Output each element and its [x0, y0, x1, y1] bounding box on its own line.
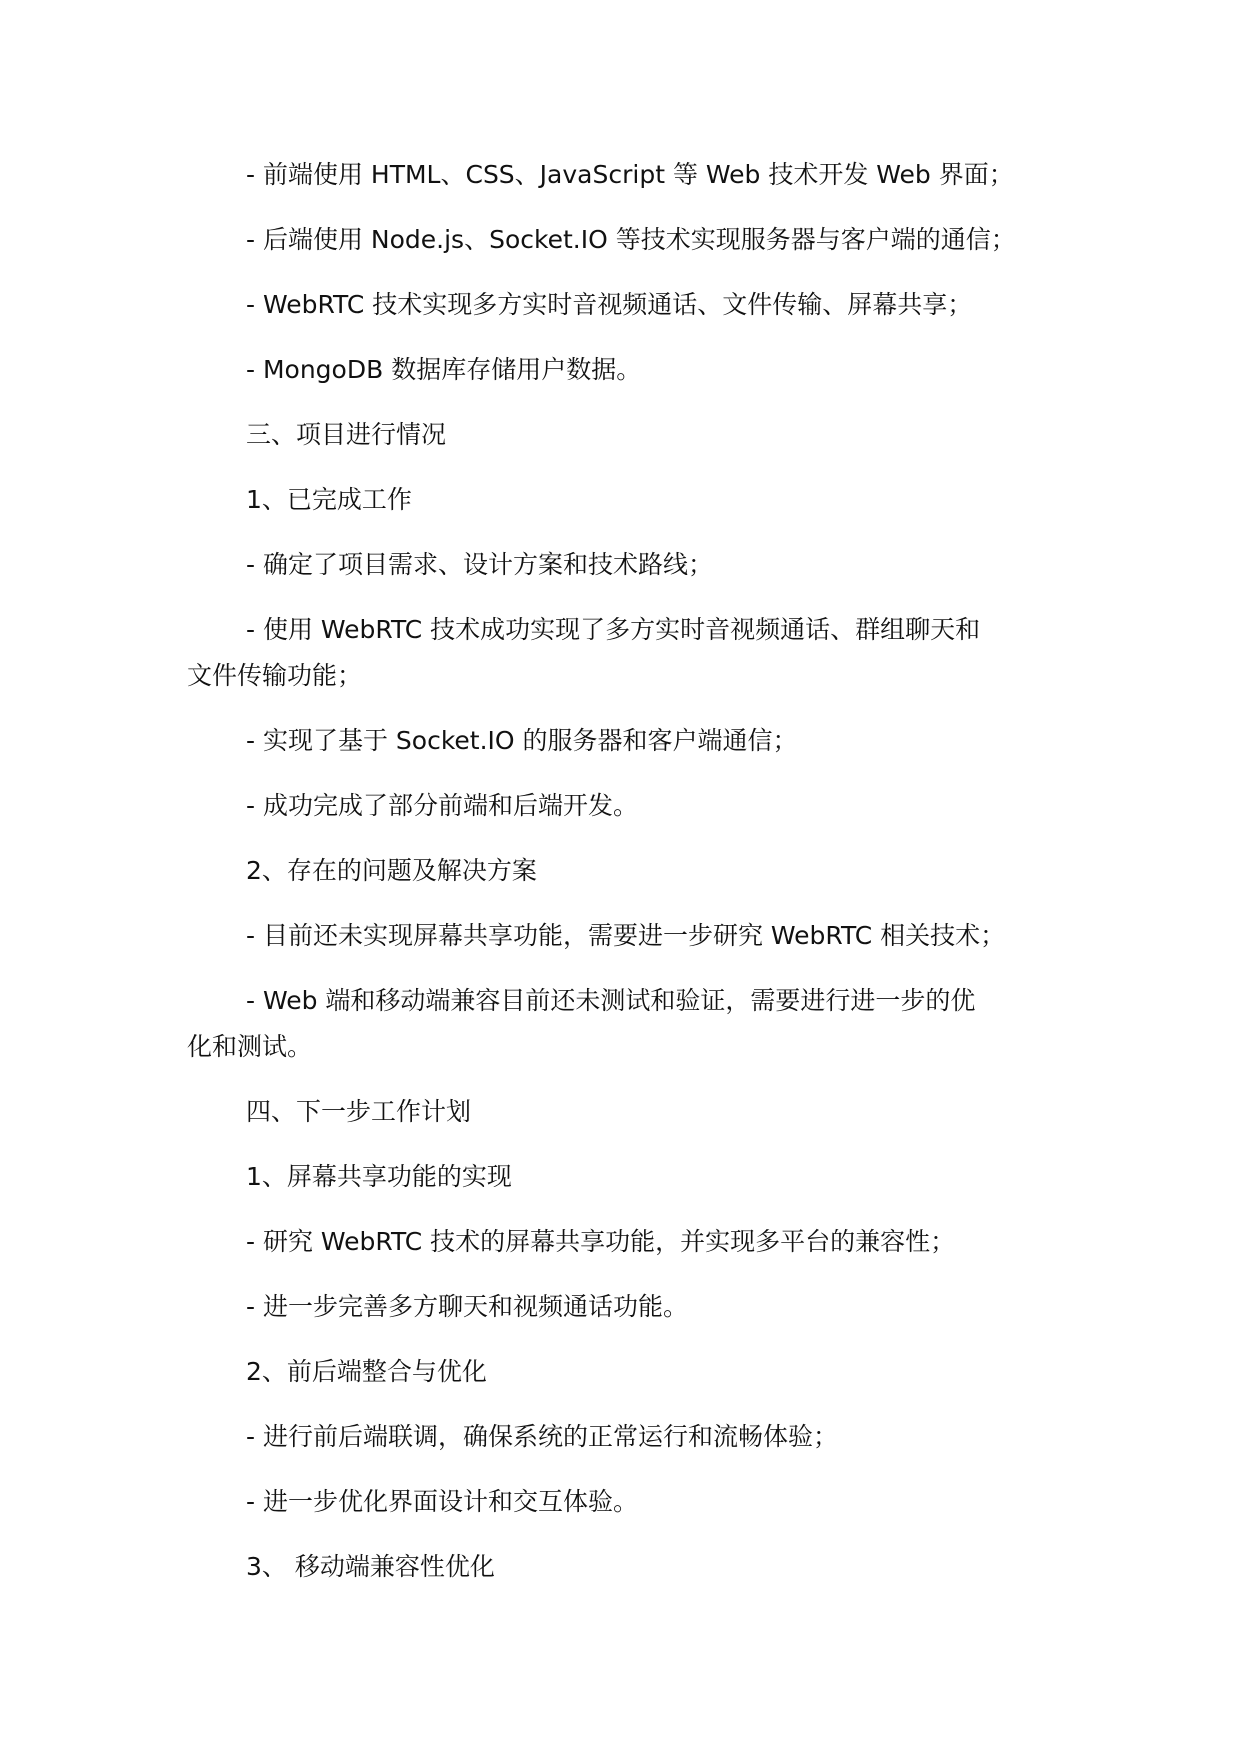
paragraph-line: - 使用 WebRTC 技术成功实现了多方实时音视频通话、群组聊天和: [246, 615, 981, 644]
paragraph-line: - Web 端和移动端兼容目前还未测试和验证，需要进行进一步的优: [246, 986, 976, 1015]
paragraph-line: - 研究 WebRTC 技术的屏幕共享功能，并实现多平台的兼容性；: [246, 1227, 956, 1256]
paragraph-line: - 目前还未实现屏幕共享功能，需要进一步研究 WebRTC 相关技术；: [246, 921, 1006, 950]
subsection-heading: 1、屏幕共享功能的实现: [246, 1162, 512, 1191]
paragraph-line: - 前端使用 HTML、CSS、JavaScript 等 Web 技术开发 Web 界面；: [246, 160, 1014, 189]
paragraph-line: - 进一步完善多方聊天和视频通话功能。: [246, 1292, 688, 1321]
paragraph-line: - 进行前后端联调，确保系统的正常运行和流畅体验；: [246, 1422, 838, 1451]
section-heading: 三、项目进行情况: [246, 420, 447, 449]
section-heading: 四、下一步工作计划: [246, 1097, 472, 1126]
paragraph-continuation: 文件传输功能；: [187, 661, 363, 690]
subsection-heading: 1、已完成工作: [246, 485, 412, 514]
paragraph-line: - 后端使用 Node.js、Socket.IO 等技术实现服务器与客户端的通信；: [246, 225, 1016, 254]
subsection-heading: 3、 移动端兼容性优化: [246, 1552, 495, 1581]
paragraph-line: - MongoDB 数据库存储用户数据。: [246, 355, 642, 384]
paragraph-line: - 实现了基于 Socket.IO 的服务器和客户端通信；: [246, 726, 798, 755]
paragraph-line: - WebRTC 技术实现多方实时音视频通话、文件传输、屏幕共享；: [246, 290, 973, 319]
paragraph-continuation: 化和测试。: [187, 1032, 313, 1061]
subsection-heading: 2、前后端整合与优化: [246, 1357, 487, 1386]
paragraph-line: - 确定了项目需求、设计方案和技术路线；: [246, 550, 713, 579]
subsection-heading: 2、存在的问题及解决方案: [246, 856, 537, 885]
paragraph-line: - 进一步优化界面设计和交互体验。: [246, 1487, 638, 1516]
paragraph-line: - 成功完成了部分前端和后端开发。: [246, 791, 638, 820]
